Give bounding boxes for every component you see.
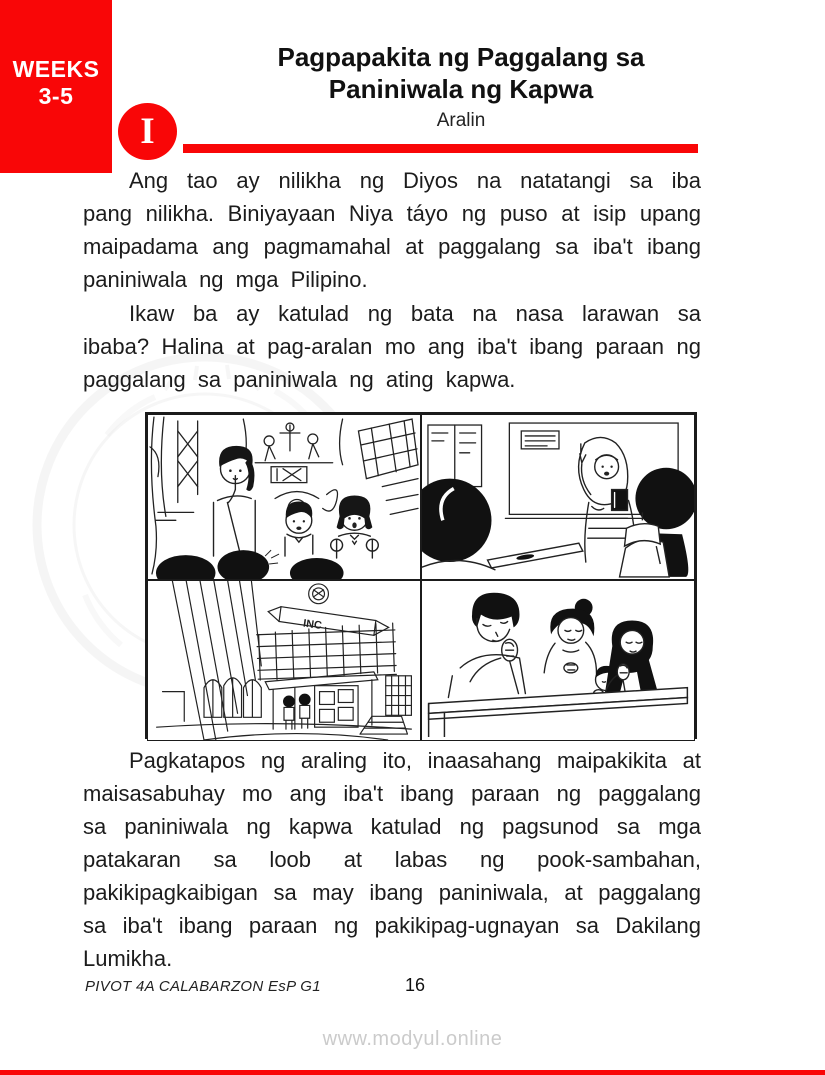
intro-paragraph-2: Ikaw ba ay katulad ng bata na nasa larawan sa ibaba? Halina at pag-aralan mo ang iba't ibang paraan ng paggalang sa paniniwala ng ating kapwa. — [83, 301, 701, 392]
classroom-teacher-illustration — [421, 414, 695, 580]
footer-page-number: 16 — [404, 975, 426, 995]
header-rule — [183, 144, 698, 153]
intro-paragraph-1: Ang tao ay nilikha ng Diyos na natatangi sa iba pang nilikha. Biniyayaan Niya táyo ng puso at isip upang maipadama ang pagmamahal at paggalang sa iba't ibang paniniwala ng mga Pilipino. — [83, 168, 701, 292]
objectives-paragraph: Pagkatapos ng araling ito, inaasahang maipakikita at maisasabuhay mo ang iba't ibang paraan ng paggalang sa paniniwala ng kapwa katulad ng pagsunod sa mga patakaran sa loob at labas ng pook-sambahan, pakikipagkaibigan sa may ibang paniniwala, at paggalang sa iba't ibang paraan ng pakikipag-ugnayan sa Dakilang Lumikha. — [83, 748, 701, 971]
site-watermark: www.modyul.online — [322, 1028, 503, 1050]
inc-building-illustration — [147, 580, 421, 741]
illustration-grid — [145, 412, 697, 739]
weeks-label: WEEKS — [12, 56, 100, 82]
church-quiet-illustration — [147, 414, 421, 580]
lesson-subtitle: Aralin — [436, 110, 486, 131]
lesson-header — [185, 41, 737, 132]
family-praying-drawing — [422, 581, 694, 740]
classroom-teacher-drawing — [422, 415, 694, 579]
family-praying-illustration — [421, 580, 695, 741]
inc-sign-text: INC — [302, 617, 323, 633]
weeks-range: 3-5 — [38, 83, 74, 109]
church-quiet-drawing — [148, 415, 420, 579]
page-title-line2: Paniniwala ng Kapwa — [328, 74, 594, 104]
inc-building-drawing — [148, 581, 420, 740]
lesson-numeral: I — [140, 111, 155, 152]
bottom-red-bar — [0, 1070, 825, 1075]
page-title-line1: Pagpapakita ng Paggalang sa — [277, 42, 645, 72]
lesson-number-badge — [118, 103, 177, 160]
weeks-banner — [0, 0, 112, 173]
footer-book-label: PIVOT 4A CALABARZON EsP G1 — [85, 978, 321, 995]
